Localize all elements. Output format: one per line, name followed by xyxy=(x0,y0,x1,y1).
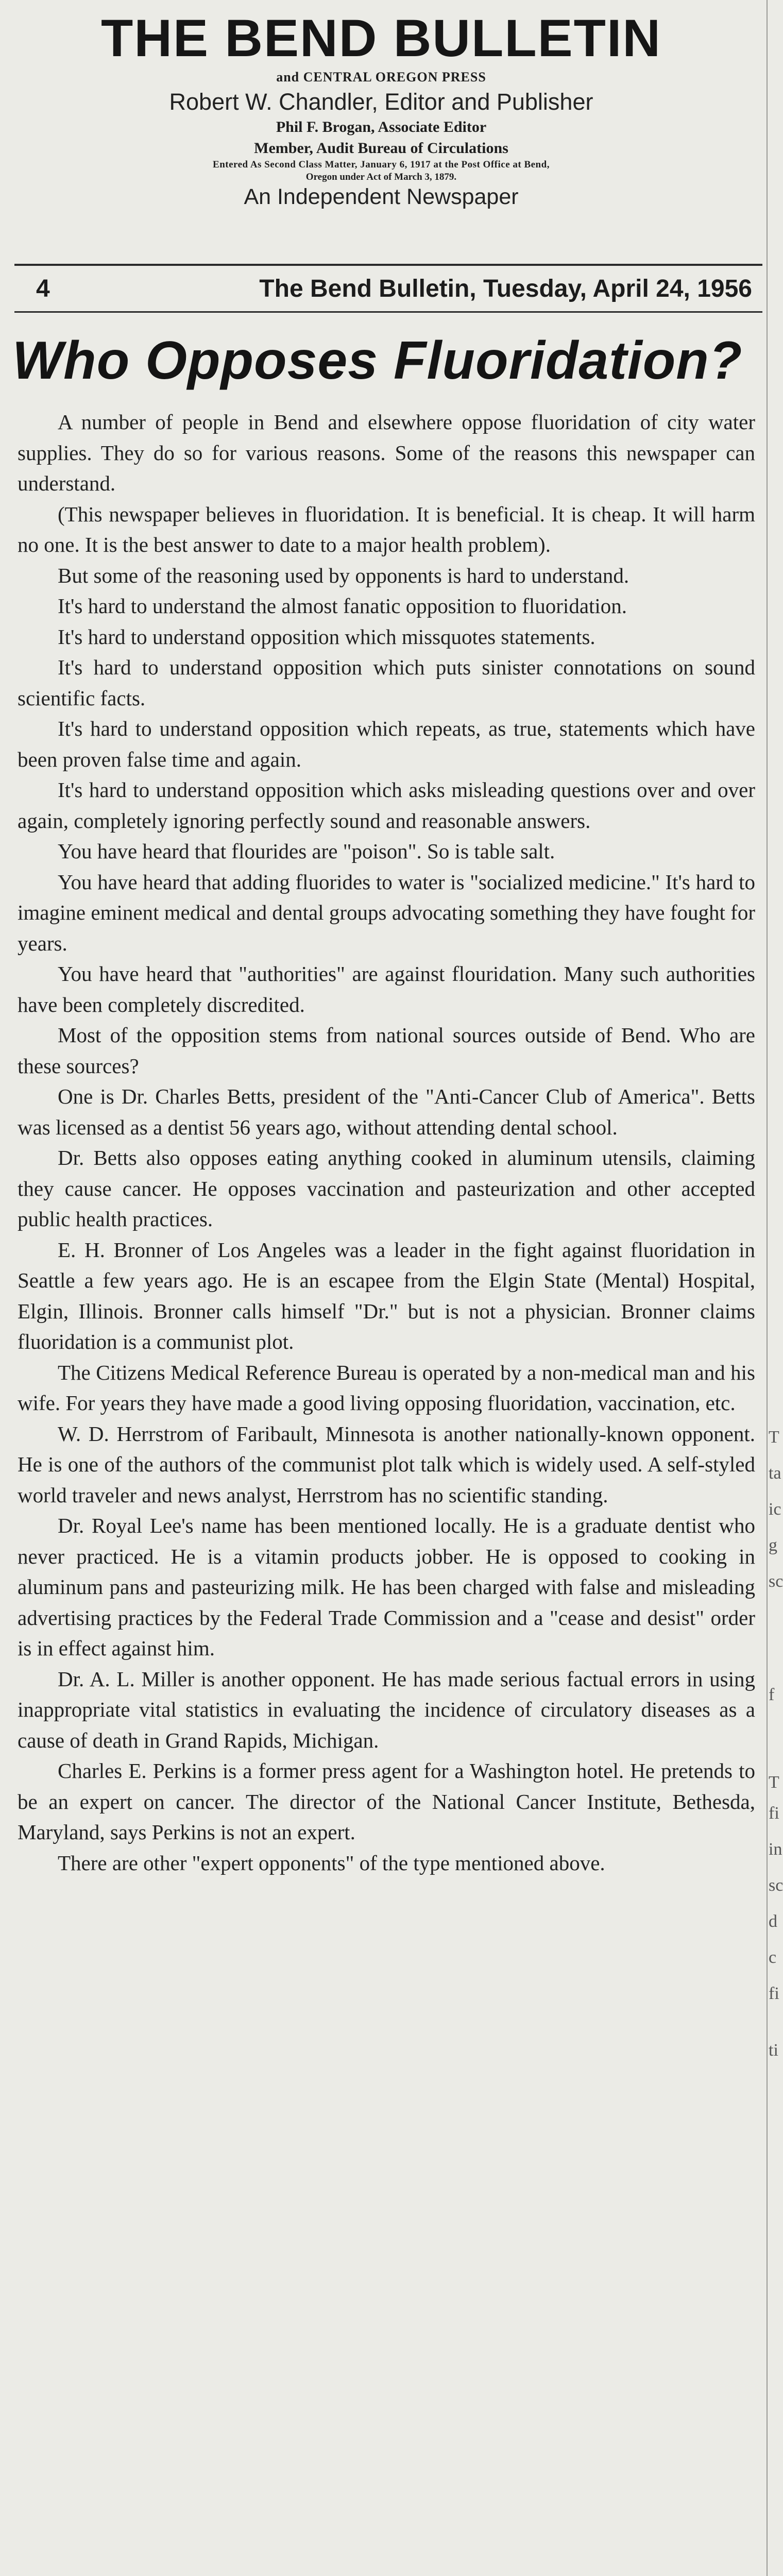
masthead-editor: Robert W. Chandler, Editor and Publisher xyxy=(169,89,593,115)
article-paragraph: You have heard that adding fluorides to water is "socialized medicine." It's hard to imagine eminent medical and dental groups advocating something they have fought for years. xyxy=(18,870,755,955)
article-paragraph: It's hard to understand opposition which puts sinister connotations on sound scientific facts. xyxy=(18,655,755,710)
article-paragraph: Dr. A. L. Miller is another opponent. He has made serious factual errors in using inappropriate vital statistics in evaluating the incidence of circulatory diseases as a cause of death in Grand Rapids, Michigan. xyxy=(18,1667,755,1752)
article-paragraph: It's hard to understand opposition which asks misleading questions over and over again, completely ignoring perfectly sound and reasonable answers. xyxy=(18,778,755,833)
newspaper-title: THE BEND BULLETIN xyxy=(101,9,661,67)
page-number: 4 xyxy=(36,275,50,302)
masthead-entry-notice-2: Oregon under Act of March 3, 1879. xyxy=(305,172,457,182)
article-paragraph: Dr. Royal Lee's name has been mentioned locally. He is a graduate dentist who never practiced. He is a vitamin products jobber. He is opposed to cooking in aluminum pans and pasteurizing milk. He has been charged with false and misleading advertising practices by the Federal Trade Commission and a "cease and desist" order is in effect against him. xyxy=(18,1514,755,1660)
article-paragraph: W. D. Herrstrom of Faribault, Minnesota is another nationally-known opponent. He is one of the authors of the communist plot talk which is widely used. A self-styled world traveler and news analyst, Herrstrom has no scientific standing. xyxy=(18,1421,755,1507)
adjacent-column-letter: d xyxy=(769,1912,777,1931)
masthead-membership: Member, Audit Bureau of Circulations xyxy=(254,140,508,157)
adjacent-column-letter: g xyxy=(769,1536,777,1555)
article-paragraph: A number of people in Bend and elsewhere oppose fluoridation of city water supplies. They do so for various reasons. Some of the reasons this newspaper can understand. xyxy=(18,410,755,495)
masthead-tagline: An Independent Newspaper xyxy=(244,184,519,209)
article-paragraph: E. H. Bronner of Los Angeles was a leader in the fight against fluoridation in Seattle a few years ago. He is an escapee from the Elgin State (Mental) Hospital, Elgin, Illinois. Bronner calls himself "Dr." but is not a physician. Bronner claims fluoridation is a communist plot. xyxy=(18,1238,755,1353)
dateline-text: The Bend Bulletin, Tuesday, April 24, 1956 xyxy=(259,275,752,302)
adjacent-column-letter: ta xyxy=(769,1464,781,1483)
article-paragraph: It's hard to understand opposition which repeats, as true, statements which have been proven false time and again. xyxy=(18,717,755,771)
adjacent-column-letter: fi xyxy=(769,1804,779,1823)
adjacent-column-letter: T xyxy=(769,1773,779,1792)
dateline xyxy=(31,271,752,307)
article-paragraph: The Citizens Medical Reference Bureau is operated by a non-medical man and his wife. For years they have made a good living opposing fluoridation, vaccination, etc. xyxy=(18,1360,755,1415)
adjacent-column-letter: sc xyxy=(769,1876,783,1895)
article-paragraph: You have heard that "authorities" are against flouridation. Many such authorities have been completely discredited. xyxy=(18,962,755,1016)
article-paragraph: Charles E. Perkins is a former press agent for a Washington hotel. He pretends to be an expert on cancer. The director of the National Cancer Institute, Bethesda, Maryland, says Perkins is not an expert. xyxy=(18,1759,755,1844)
editorial-headline: Who Opposes Fluoridation? xyxy=(12,331,743,391)
bottom-rule xyxy=(14,311,762,313)
adjacent-column-letter: fi xyxy=(769,1984,779,2003)
top-rule xyxy=(14,264,762,266)
article-paragraph: Most of the opposition stems from national sources outside of Bend. Who are these sources? xyxy=(18,1023,755,1078)
article-paragraph: There are other "expert opponents" of the type mentioned above. xyxy=(58,1851,605,1875)
column-divider xyxy=(767,0,768,2576)
adjacent-column-letter: c xyxy=(769,1948,777,1967)
adjacent-column-letter: ti xyxy=(769,2041,778,2060)
article-paragraph: It's hard to understand opposition which missquotes statements. xyxy=(58,624,595,649)
adjacent-column-letter: f xyxy=(769,1685,775,1704)
article-paragraph: One is Dr. Charles Betts, president of the "Anti-Cancer Club of America". Betts was licensed as a dentist 56 years ago, without attending dental school. xyxy=(18,1084,755,1139)
article-paragraph: You have heard that flourides are "poison". So is table salt. xyxy=(58,839,555,863)
article-paragraph: (This newspaper believes in fluoridation. It is beneficial. It is cheap. It will harm no one. It is the best answer to date to a major health problem). xyxy=(18,502,755,556)
adjacent-column-letter: in xyxy=(769,1840,782,1859)
masthead-subtitle: and CENTRAL OREGON PRESS xyxy=(276,70,486,84)
editorial-body xyxy=(18,407,755,1878)
article-paragraph: But some of the reasoning used by opponents is hard to understand. xyxy=(58,563,629,587)
article-paragraph: It's hard to understand the almost fanatic opposition to fluoridation. xyxy=(58,594,627,618)
article-paragraph: Dr. Betts also opposes eating anything cooked in aluminum utensils, claiming they cause cancer. He opposes vaccination and pasteurization and other accepted public health practices. xyxy=(18,1146,755,1231)
adjacent-column-letter: ic xyxy=(769,1500,781,1519)
adjacent-column-letter: T xyxy=(769,1428,779,1447)
adjacent-column-letter: sc xyxy=(769,1572,783,1591)
masthead-entry-notice: Entered As Second Class Matter, January 6, 1917 at the Post Office at Bend, xyxy=(213,159,550,170)
masthead-associate-editor: Phil F. Brogan, Associate Editor xyxy=(276,118,487,135)
masthead xyxy=(31,9,731,210)
